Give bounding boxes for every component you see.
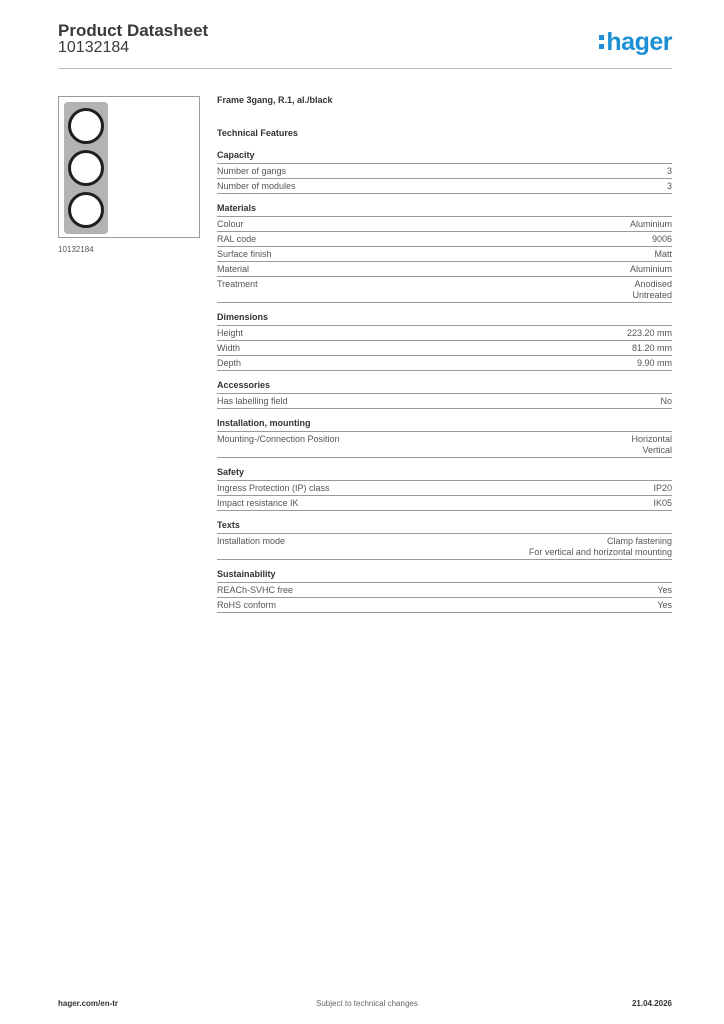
feature-row (217, 232, 672, 247)
feature-value-line: No (660, 396, 672, 406)
hager-logo (599, 27, 672, 57)
feature-value-line: Matt (654, 249, 672, 259)
feature-row (217, 277, 672, 303)
feature-row (217, 247, 672, 262)
features-content (217, 95, 672, 622)
feature-value (630, 264, 672, 275)
feature-row (217, 179, 672, 194)
feature-label: Mounting-/Connection Position (217, 434, 340, 444)
feature-label: Depth (217, 358, 242, 368)
feature-label: Ingress Protection (IP) class (217, 483, 330, 493)
feature-section (217, 150, 672, 194)
feature-row (217, 583, 672, 598)
features-heading: Technical Features (217, 128, 298, 138)
product-image (58, 96, 200, 238)
feature-label: RoHS conform (217, 600, 277, 610)
section-title: Materials (217, 203, 672, 217)
feature-value (652, 234, 672, 245)
ring-icon (68, 192, 104, 228)
feature-value (630, 219, 672, 230)
feature-value (637, 358, 672, 369)
section-title: Safety (217, 467, 672, 481)
feature-label: Surface finish (217, 249, 272, 259)
feature-row (217, 341, 672, 356)
section-title: Dimensions (217, 312, 672, 326)
feature-row (217, 496, 672, 511)
feature-label: Height (217, 328, 244, 338)
feature-value-line: 3 (666, 166, 672, 176)
feature-row (217, 262, 672, 277)
section-title: Sustainability (217, 569, 672, 583)
header-divider (58, 68, 672, 69)
feature-section (217, 312, 672, 371)
ring-icon (68, 150, 104, 186)
feature-row (217, 326, 672, 341)
feature-row (217, 356, 672, 371)
feature-value-line: Untreated (632, 290, 672, 300)
feature-value-line: Aluminium (629, 219, 672, 229)
feature-label: Treatment (217, 279, 258, 289)
page-title: Product Datasheet (58, 21, 209, 40)
feature-row (217, 481, 672, 496)
feature-value-line: 3 (666, 181, 672, 191)
feature-value (529, 536, 672, 558)
section-title: Capacity (217, 150, 672, 164)
feature-section (217, 467, 672, 511)
feature-value (653, 483, 672, 494)
footer-website: hager.com/en-tr (58, 999, 119, 1008)
article-number: 10132184 (58, 39, 130, 56)
feature-label: Number of gangs (217, 166, 287, 176)
feature-value (653, 498, 672, 509)
feature-section (217, 418, 672, 458)
feature-value-line: IK05 (653, 498, 672, 508)
image-caption: 10132184 (58, 245, 94, 254)
feature-value-line: IP20 (653, 483, 672, 493)
feature-value (657, 600, 672, 611)
feature-value (667, 166, 672, 177)
section-title: Accessories (217, 380, 672, 394)
feature-label: Installation mode (217, 536, 286, 546)
feature-label: RAL code (217, 234, 257, 244)
feature-value (654, 249, 672, 260)
feature-section (217, 520, 672, 560)
feature-value-line: Vertical (642, 445, 672, 455)
feature-label: Number of modules (217, 181, 296, 191)
feature-label: REACh-SVHC free (217, 585, 294, 595)
feature-value-line: Aluminium (629, 264, 672, 274)
footer-date: 21.04.2026 (631, 999, 672, 1008)
frame-plate-icon (64, 102, 108, 234)
feature-value-line: 9006 (651, 234, 672, 244)
feature-value (660, 396, 672, 407)
feature-value-line: Yes (657, 585, 672, 595)
feature-label: Colour (217, 219, 244, 229)
feature-value-line: For vertical and horizontal mounting (528, 547, 672, 557)
feature-row (217, 164, 672, 179)
feature-value (627, 328, 672, 339)
section-title: Texts (217, 520, 672, 534)
feature-value-line: 9.90 mm (636, 358, 672, 368)
feature-sections (217, 150, 672, 613)
feature-section (217, 203, 672, 303)
feature-value (667, 181, 672, 192)
feature-row (217, 598, 672, 613)
feature-label: Has labelling field (217, 396, 288, 406)
feature-value-line: Yes (657, 600, 672, 610)
feature-value-line: Anodised (634, 279, 672, 289)
section-title: Installation, mounting (217, 418, 672, 432)
feature-label: Width (217, 343, 241, 353)
product-title: Frame 3gang, R.1, al./black (217, 95, 333, 105)
footer-notice: Subject to technical changes (316, 999, 418, 1008)
feature-value (631, 434, 672, 456)
feature-value (632, 343, 672, 354)
feature-value-line: Clamp fastening (606, 536, 672, 546)
feature-row (217, 534, 672, 560)
feature-value-line: 81.20 mm (631, 343, 672, 353)
feature-row (217, 217, 672, 232)
feature-value-line: Horizontal (631, 434, 672, 444)
feature-section (217, 569, 672, 613)
feature-label: Impact resistance IK (217, 498, 299, 508)
logo-colon-icon (599, 35, 604, 49)
feature-row (217, 394, 672, 409)
feature-row (217, 432, 672, 458)
feature-value (632, 279, 672, 301)
feature-value-line: 223.20 mm (626, 328, 672, 338)
feature-section (217, 380, 672, 409)
ring-icon (68, 108, 104, 144)
logo-text: hager (606, 27, 672, 56)
feature-label: Material (217, 264, 250, 274)
feature-value (657, 585, 672, 596)
